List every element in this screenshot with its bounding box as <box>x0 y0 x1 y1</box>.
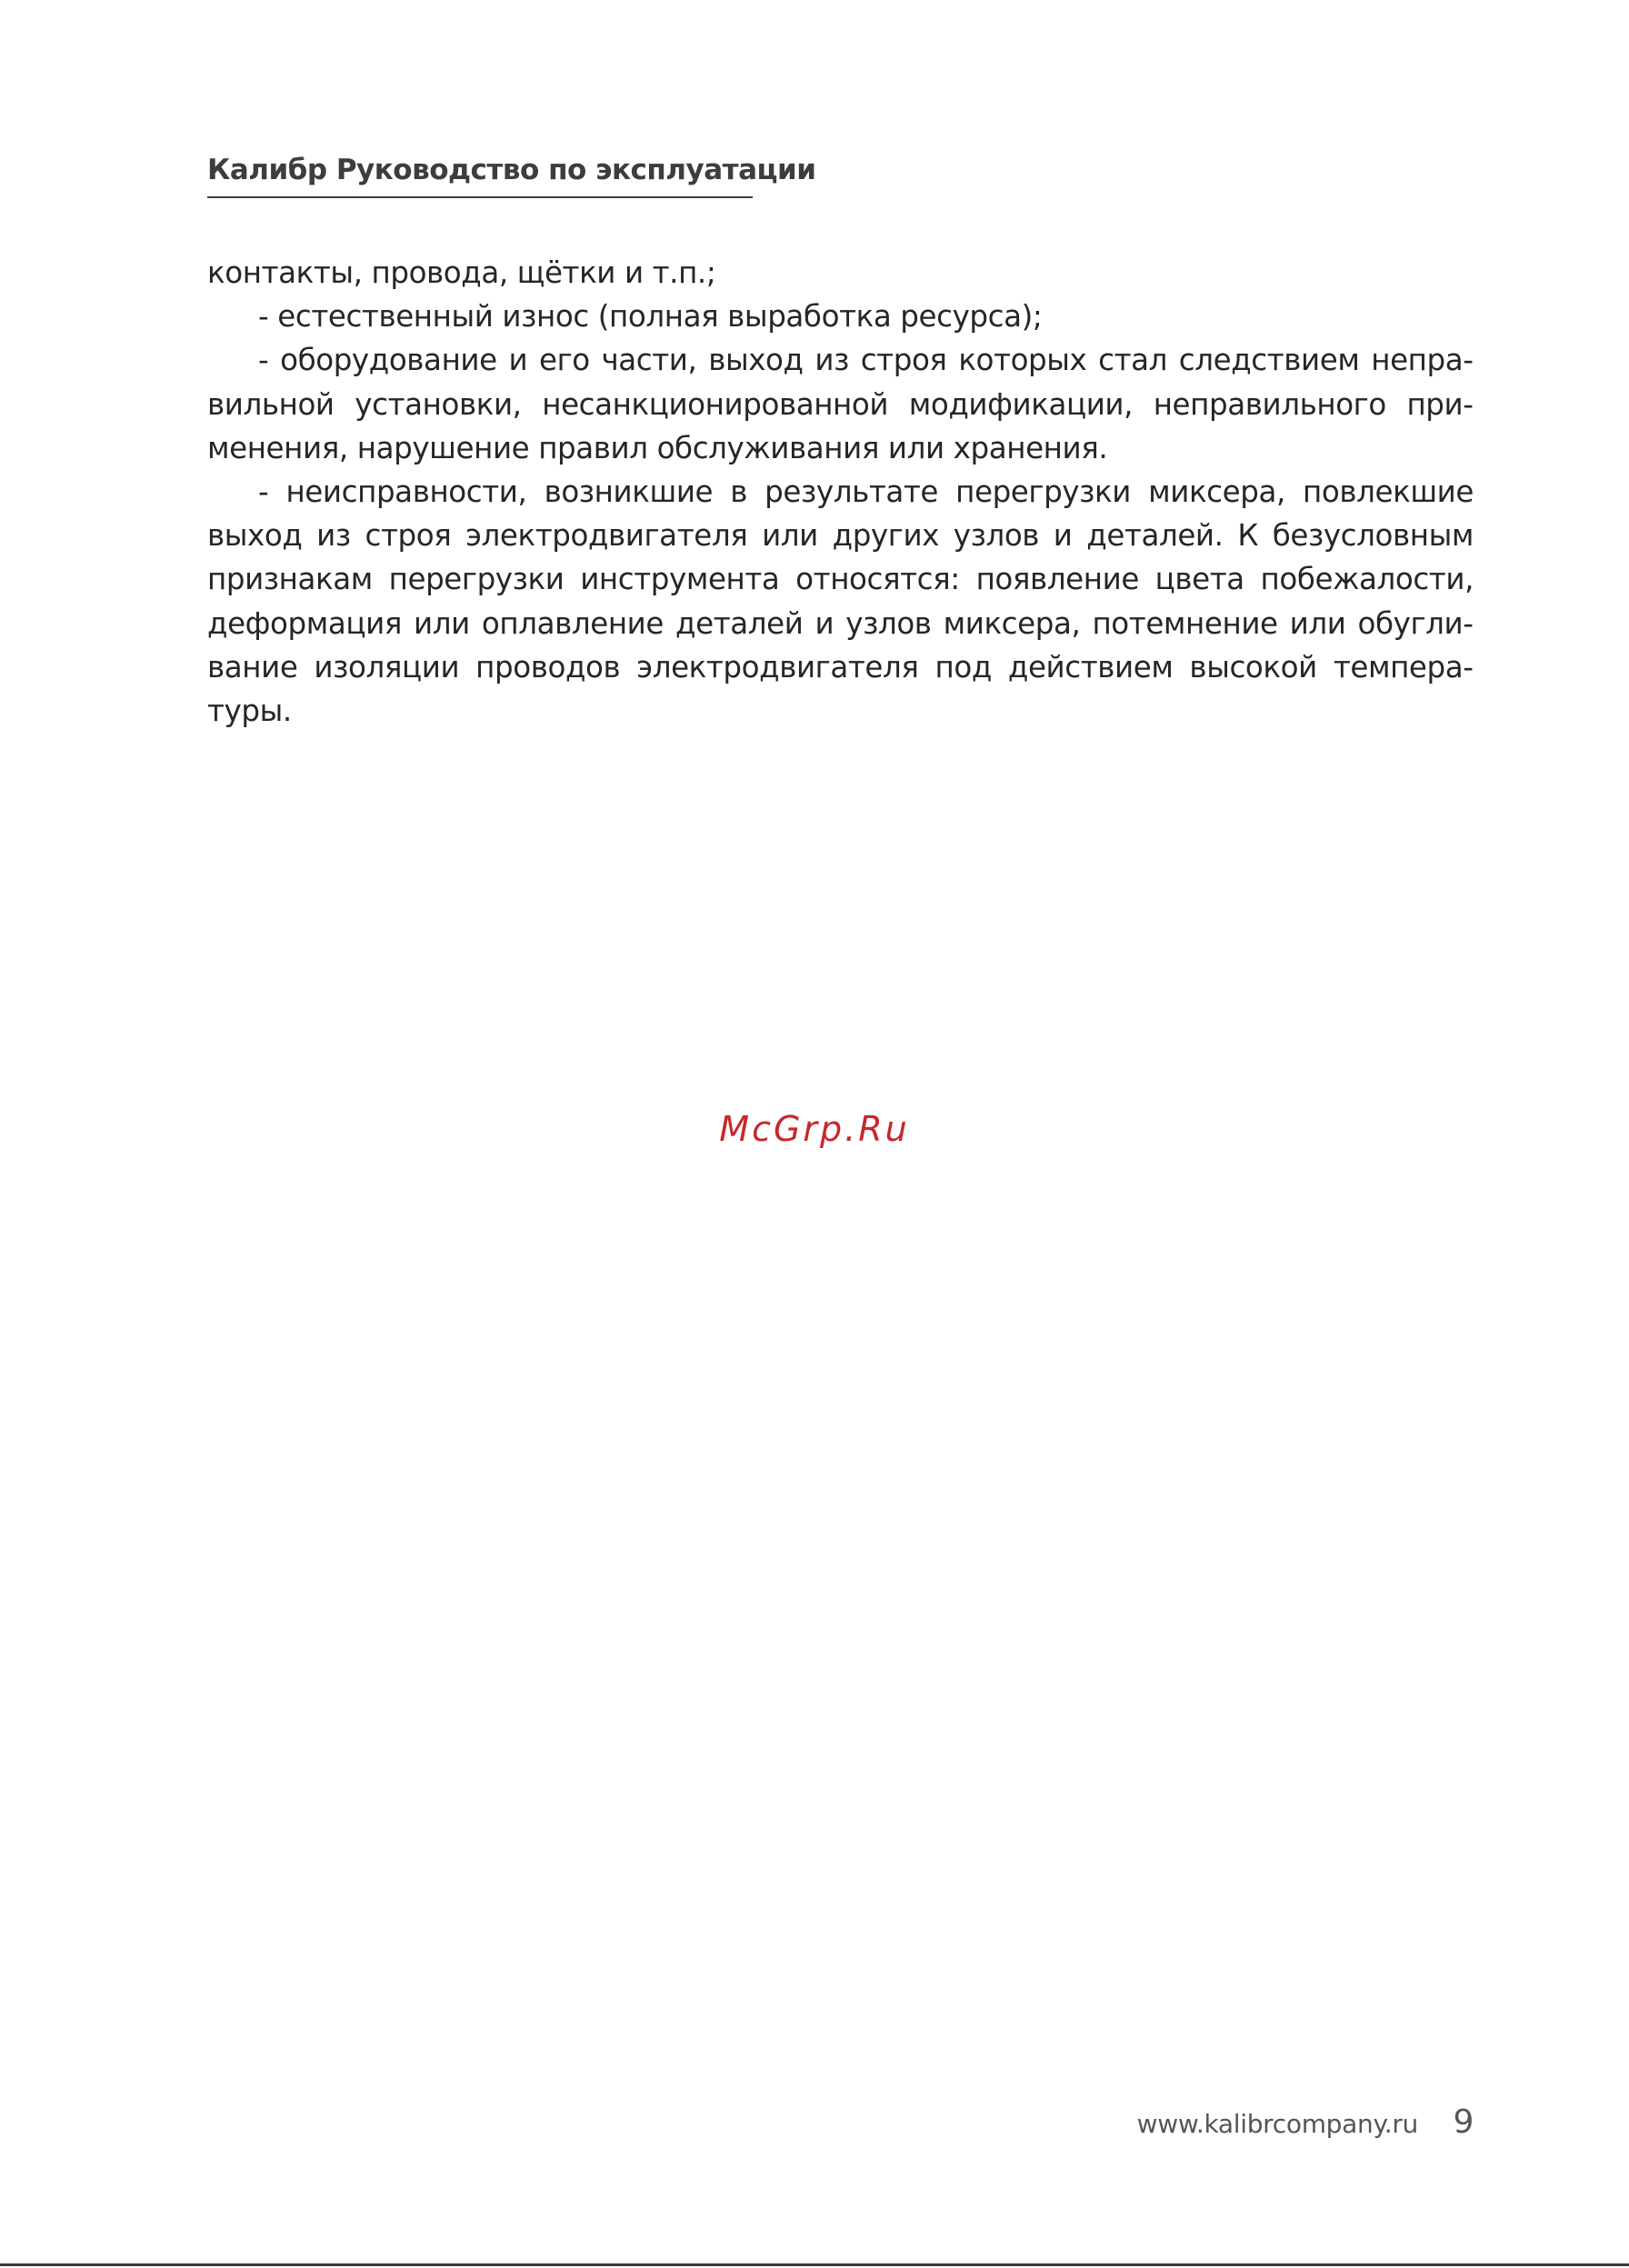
bottom-border <box>0 2263 1629 2266</box>
body-text <box>207 251 1474 733</box>
page-number: 9 <box>1453 2103 1474 2141</box>
running-header-title: Калибр Руководство по эксплуатации <box>207 154 816 186</box>
paragraph-overload: - неисправности, возникшие в результате перегрузки миксера, повлекшие выход из строя электродвигателя или других узлов и деталей. К безусловным признакам перегрузки инструмента относятся: появление цвета побежалости, деформация или оплавление деталей и узлов миксера, потемнение или обугливание изоляции проводов электродвигателя под действием высокой температуры. <box>207 475 1474 729</box>
header-underline <box>207 196 753 198</box>
footer-website-link[interactable]: www.kalibrcompany.ru <box>1136 2109 1418 2139</box>
paragraph-continuation: контакты, провода, щётки и т.п.; <box>207 255 716 290</box>
watermark-text: McGrp.Ru <box>719 1109 910 1149</box>
paragraph-improper-use: - оборудование и его части, выход из строя которых стал следствием неправильной установки, несанкционированной модификации, неправильного применения, нарушение правил обслуживания или хранения. <box>207 343 1474 465</box>
paragraph-natural-wear: - естественный износ (полная выработка ресурса); <box>258 299 1043 335</box>
